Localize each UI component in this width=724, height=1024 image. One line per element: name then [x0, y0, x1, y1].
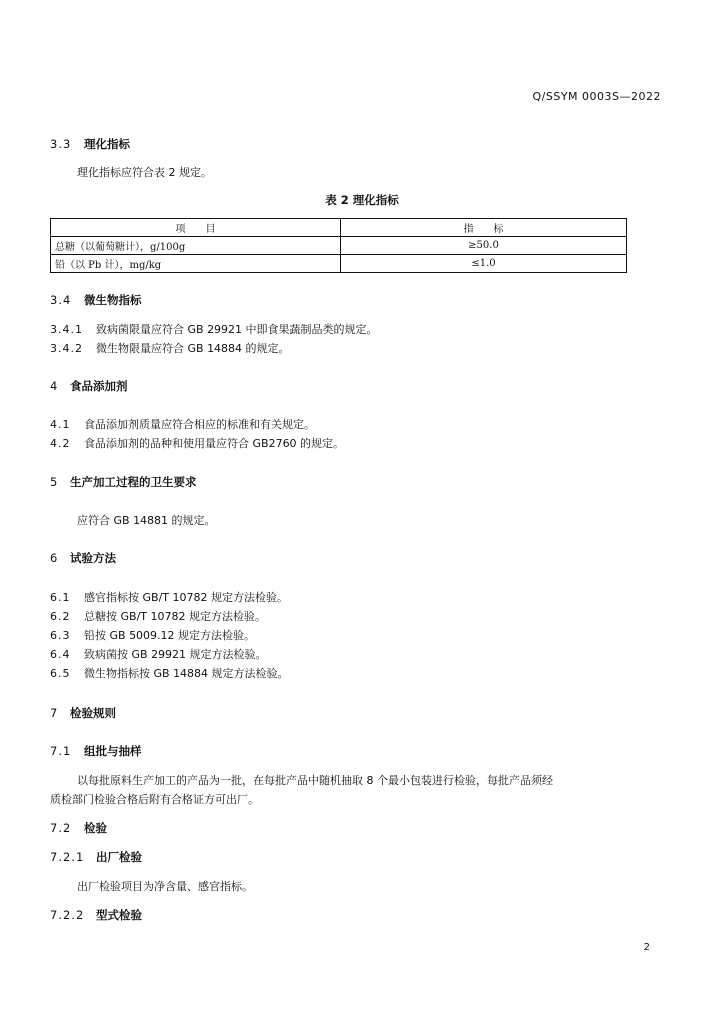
section-body-5: 应符合 GB 14881 的规定。 — [77, 514, 216, 527]
table-row — [51, 255, 627, 273]
table-header-item: 项 目 — [51, 219, 341, 237]
clause-number: 3.4.1 — [50, 323, 83, 336]
section-heading-3-4 — [50, 292, 142, 308]
section-title: 组批与抽样 — [84, 744, 142, 758]
clause-number: 3.4.2 — [50, 342, 83, 355]
section-title: 食品添加剂 — [70, 379, 128, 393]
clause-text: 感官指标按 GB/T 10782 规定方法检验。 — [84, 591, 288, 604]
section-number: 7.1 — [50, 744, 72, 758]
table-caption: 表 2 理化指标 — [325, 193, 399, 207]
clause-text: 致病菌按 GB 29921 规定方法检验。 — [84, 648, 267, 661]
section-number: 3.3 — [50, 137, 72, 151]
clause-number: 6.2 — [50, 610, 71, 623]
clause-6-2 — [50, 608, 266, 624]
document-number: Q/SSYM 0003S—2022 — [532, 90, 661, 103]
table-cell-value: ≤1.0 — [341, 255, 627, 273]
clause-text: 食品添加剂质量应符合相应的标准和有关规定。 — [84, 418, 315, 431]
section-heading-3-3 — [50, 136, 130, 152]
section-heading-7-1 — [50, 743, 142, 759]
paragraph-7-1-line-1: 以每批原料生产加工的产品为一批，在每批产品中随机抽取 8 个最小包装进行检验，每批产品须经 — [77, 774, 553, 787]
clause-text: 铅按 GB 5009.12 规定方法检验。 — [84, 629, 256, 642]
clause-3-4-1 — [50, 321, 378, 337]
paragraph-7-1-line-2: 质检部门检验合格后附有合格证方可出厂。 — [50, 793, 259, 806]
clause-6-1 — [50, 589, 288, 605]
page-number: 2 — [643, 942, 650, 953]
section-heading-7-2-2 — [50, 907, 142, 923]
clause-text: 总糖按 GB/T 10782 规定方法检验。 — [84, 610, 266, 623]
section-title: 检验规则 — [70, 706, 116, 720]
clause-6-4 — [50, 646, 267, 662]
section-number: 7 — [50, 706, 59, 720]
paragraph-7-2-1: 出厂检验项目为净含量、感官指标。 — [77, 880, 253, 893]
section-title: 型式检验 — [96, 908, 142, 922]
clause-text: 食品添加剂的品种和使用量应符合 GB2760 的规定。 — [84, 437, 345, 450]
clause-text: 致病菌限量应符合 GB 29921 中即食果蔬制品类的规定。 — [96, 323, 378, 336]
section-title: 检验 — [84, 821, 107, 835]
clause-number: 6.1 — [50, 591, 71, 604]
section-title: 试验方法 — [70, 551, 116, 565]
section-title: 生产加工过程的卫生要求 — [70, 475, 197, 489]
table-cell-value: ≥50.0 — [341, 237, 627, 255]
clause-number: 6.3 — [50, 629, 71, 642]
section-number: 7.2.1 — [50, 850, 85, 864]
clause-number: 4.2 — [50, 437, 71, 450]
section-number: 6 — [50, 551, 59, 565]
clause-text: 微生物限量应符合 GB 14884 的规定。 — [96, 342, 290, 355]
section-number: 4 — [50, 379, 59, 393]
section-heading-7-2-1 — [50, 849, 142, 865]
section-title: 理化指标 — [84, 137, 130, 151]
clause-4-2 — [50, 435, 344, 451]
table-row — [51, 237, 627, 255]
clause-number: 4.1 — [50, 418, 71, 431]
section-heading-7 — [50, 705, 116, 721]
table-cell-item: 总糖（以葡萄糖计），g/100g — [51, 237, 341, 255]
section-heading-6 — [50, 550, 116, 566]
section-number: 3.4 — [50, 293, 72, 307]
clause-4-1 — [50, 416, 315, 432]
physicochemical-table — [50, 218, 627, 273]
clause-number: 6.4 — [50, 648, 71, 661]
clause-6-5 — [50, 665, 289, 681]
clause-6-3 — [50, 627, 255, 643]
clause-text: 微生物指标按 GB 14884 规定方法检验。 — [84, 667, 289, 680]
clause-3-4-2 — [50, 340, 290, 356]
section-heading-5 — [50, 474, 197, 490]
section-number: 5 — [50, 475, 59, 489]
section-heading-4 — [50, 378, 128, 394]
section-title: 微生物指标 — [84, 293, 142, 307]
section-title: 出厂检验 — [96, 850, 142, 864]
clause-number: 6.5 — [50, 667, 71, 680]
section-number: 7.2 — [50, 821, 72, 835]
table-header-row — [51, 219, 627, 237]
table-cell-item: 铅（以 Pb 计），mg/kg — [51, 255, 341, 273]
section-heading-7-2 — [50, 820, 107, 836]
table-header-index: 指 标 — [341, 219, 627, 237]
section-number: 7.2.2 — [50, 908, 85, 922]
section-body-3-3: 理化指标应符合表 2 规定。 — [77, 166, 212, 179]
